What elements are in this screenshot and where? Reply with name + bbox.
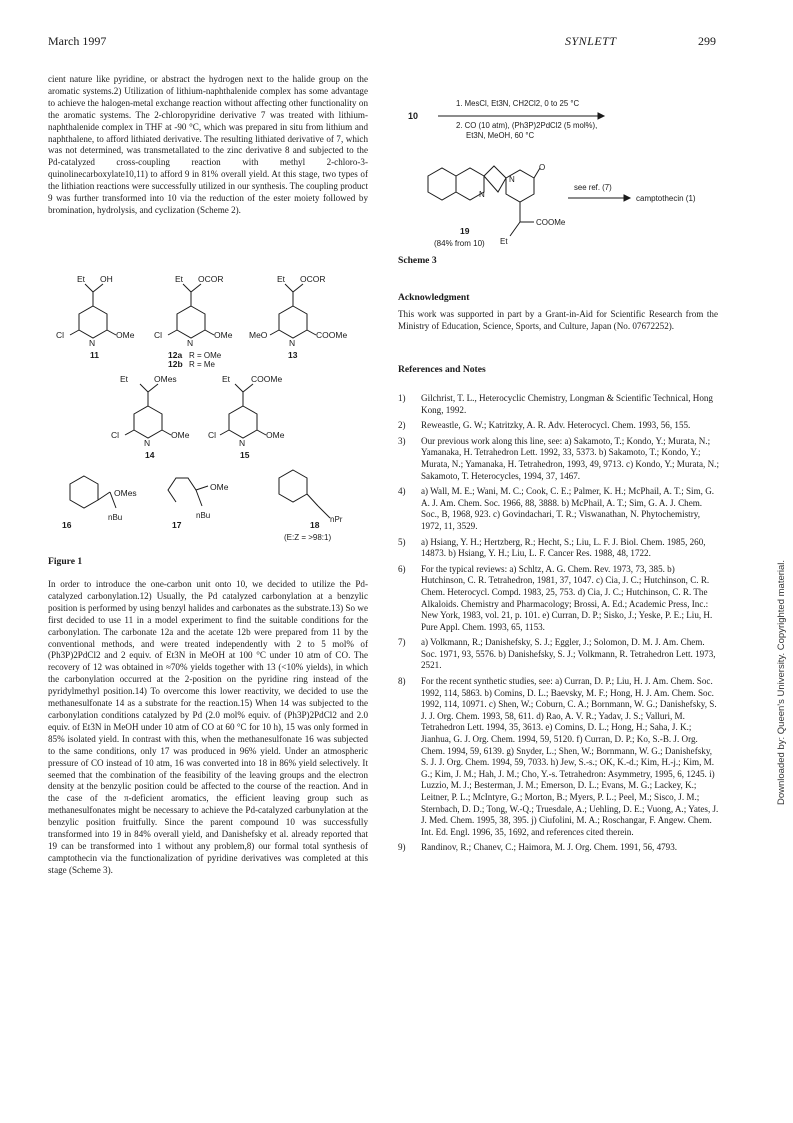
acknowledgment-section <box>398 292 718 333</box>
compound-14 <box>111 374 190 460</box>
svg-text:OMe: OMe <box>210 482 229 492</box>
svg-text:N: N <box>144 438 151 448</box>
compound-12 <box>154 274 233 369</box>
see-ref-label: see ref. (7) <box>574 183 612 192</box>
svg-text:17: 17 <box>172 520 182 530</box>
reference-item: 7) a) Volkmann, R.; Danishefsky, S. J.; Eggler, J.; Solomon, D. M. J. Am. Chem. Soc. 1971, 93, 5576. b) Danishefsky, S. J.; Volkmann, R. Tetrahedron Lett. 1973, 2521. <box>398 637 716 671</box>
svg-text:13: 13 <box>288 350 298 360</box>
scheme-3-label: Scheme 3 <box>398 255 437 266</box>
n-label: N <box>89 338 96 348</box>
svg-text:Et: Et <box>120 374 129 384</box>
svg-text:COOMe: COOMe <box>251 374 283 384</box>
o-label: O <box>539 163 546 172</box>
svg-text:nPr: nPr <box>330 515 343 524</box>
left-column-bottom <box>48 579 368 877</box>
references-title: References and Notes <box>398 364 486 375</box>
svg-text:N: N <box>187 338 194 348</box>
et-label: Et <box>500 237 508 246</box>
ome-label: OMe <box>116 330 135 340</box>
compound-11 <box>56 274 135 360</box>
svg-text:OMes: OMes <box>114 488 137 498</box>
references-list <box>398 393 720 858</box>
figure-1-structures <box>48 266 368 556</box>
reference-item: 3) Our previous work along this line, see: a) Sakamoto, T.; Kondo, Y.; Murata, N.; Yamanaka, H. Tetrahedron Lett. 1992, 33, 5373. b) Sakamoto, T.; Kondo, Y.; Murata, N.; Yamanaka, H. Tetrahedron, 1993, 49, 9713. c) Kondo, Y.; Murata, N.; Sakamoto, T. Heterocycles, 1994, 37, 1467. <box>398 435 719 481</box>
svg-text:12a: 12a <box>168 350 183 360</box>
reference-item: 6) For the typical reviews: a) Schltz, A. G. Chem. Rev. 1973, 73, 385. b) Hutchinson, C. R. Tetrahedron, 1981, 37, 1047. c) Cia, J. C.; Hutchinson, C. R. Chem. Heterocycl. Compd. 1983, 25, 753. d) Cia, J. C.; Hutchinson, C. R. The Alkaloids. Chemistry and Pharmacology; Brossi, A. Ed.; Academic Press, Inc.: New York, 1983, vol. 21, p. 101. e) Curran, D. P.; Sisko, J.; Yeske, P. E.; Liu, H. Pure Appl. Chem. 1993, 65, 1153. <box>398 563 713 632</box>
svg-text:Et: Et <box>277 274 286 284</box>
svg-text:Et: Et <box>175 274 184 284</box>
ester-label: COOMe <box>536 218 566 227</box>
oh-label: OH <box>100 274 113 284</box>
n-label: N <box>479 190 485 199</box>
body-paragraph: cient nature like pyridine, or abstract the hydrogen next to the halide group on the aromatic systems.2) Utilization of lithium-naphthalenide complex has some advantage to achieve the halogen-metal exchange reaction without affecting other functionality on the aromatic systems. The 2-chloropyridine derivative 7 was treated with lithium-naphthalenide complex in THF at -90 °C, which was prepared in situ from lithium and naphthalene, to afford lithiated derivative. The resulting lithiated derivative of 7, which was not determined, was transmetallated to the zinc derivative 8 and subjected to the Pd-catalyzed cross-coupling reaction with methyl 2-chloro-3-quinolinecarboxylate10,11) to afford 9 in 81% overall yield. At this stage, two types of the lithiation reactions were successfully utilized in our synthesis. The coupling product 9 was further transformed into 10 via the reduction of the ester moiety followed by bromination, hydrolysis, and cyclization (Scheme 2). <box>48 74 368 215</box>
svg-text:Cl: Cl <box>208 430 217 440</box>
camptothecin-label: camptothecin (1) <box>636 194 696 203</box>
svg-text:16: 16 <box>62 520 72 530</box>
reference-item: 5) a) Hsiang, Y. H.; Hertzberg, R.; Hecht, S.; Liu, L. F. J. Biol. Chem. 1985, 260, 14873. b) Hsiang, Y. H.; Liu, L. F. Cancer Res. 1988, 48, 1722. <box>398 536 706 559</box>
svg-text:nBu: nBu <box>108 513 123 522</box>
header-journal: SYNLETT <box>565 34 617 48</box>
compound-number: 11 <box>90 350 99 360</box>
compound-19-structure <box>428 166 540 236</box>
cl-label: Cl <box>56 330 65 340</box>
reference-item: 4) a) Wall, M. E.; Wani, M. C.; Cook, C. E.; Palmer, K. H.; McPhail, A. T.; Sim, G. A. J. Am. Chem. Soc. 1966, 88, 3888. b) McPhail, A. T.; Sim, G. A. J. Chem. Soc., B, 1968, 923. c) Govindachari, T. R.; Viswanathan, N. Phytochemistry, 1972, 11, 3529. <box>398 486 715 531</box>
header-date: March 1997 <box>48 34 107 48</box>
references-heading-wrap <box>398 364 718 376</box>
svg-text:Cl: Cl <box>111 430 120 440</box>
compound-13 <box>249 274 347 360</box>
svg-text:Et: Et <box>222 374 231 384</box>
condition-step-2-cont: Et3N, MeOH, 60 °C <box>466 131 535 140</box>
acknowledgment-title: Acknowledgment <box>398 292 470 303</box>
condition-step-2: 2. CO (10 atm), (Ph3P)2PdCl2 (5 mol%), <box>456 121 598 130</box>
svg-text:N: N <box>239 438 246 448</box>
svg-text:OMe: OMe <box>214 330 233 340</box>
reference-item: 9) Randinov, R.; Chanev, C.; Haimora, M. J. Org. Chem. 1991, 56, 4793. <box>398 842 678 853</box>
svg-text:OMe: OMe <box>266 430 285 440</box>
svg-text:nBu: nBu <box>196 511 211 520</box>
reference-item: 2) Reweastle, G. W.; Katritzky, A. R. Adv. Heterocycl. Chem. 1993, 56, 155. <box>398 420 691 431</box>
compound-18 <box>279 470 343 542</box>
svg-text:OMe: OMe <box>171 430 190 440</box>
n-label: N <box>509 175 515 184</box>
download-notice-text: Downloaded by: Queen's University. Copyrighted material. <box>776 559 787 805</box>
svg-text:12b: 12b <box>168 359 183 369</box>
scheme-3 <box>398 90 728 260</box>
svg-text:14: 14 <box>145 450 155 460</box>
svg-text:18: 18 <box>310 520 320 530</box>
reference-item: 8) For the recent synthetic studies, see: a) Curran, D. P.; Liu, H. J. Am. Chem. Soc. 1992, 114, 5863. b) Comins, D. L.; Baevsky, M. F.; Hong, H. J. Am. Chem. Soc. 1992, 114, 10971. c) Shen, W.; Coburn, C. A.; Bornmann, W. G.; Danishefsky, S. J. J. Org. Chem. 1993, 58, 611. d) Rao, A. V. R.; Yadav, J. S.; Valluri, M. Tetrahedron Lett. 1994, 35, 3613. e) Comins, D. L.; Hong, H.; Saha, J. K.; Jianhua, G. J. Org. Chem. 1994, 59, 5120. f) Curran, D. P.; Ko, S.-B. J. Org. Chem. 1994, 59, 6139. g) Snyder, L.; Shen, W.; Bornmann, W. G.; Danishefsky, S. J. J. Org. Chem. 1994, 59, 7033. h) Jew, S.-s.; OK, K.-d.; Kim, H.-j.; Kim, M. G.; Kim, J. M.; Hah, J. M.; Cho, Y.-s. Tetrahedron: Asymmetry, 1995, 6, 1245. i) Luzzio, M. J.; Besterman, J. M.; Emerson, D. L.; Evans, M. G.; Lackey, K.; Leitner, P. L.; McIntyre, G.; Morton, B.; Myers, P. L.; Peel, M.; Sisco, J. M.; Sternbach, D. D.; Tong, W.-Q.; Truesdale, A.; Uehling, D. E.; Vuong, A.; Yates, J. J. Med. Chem. 1995, 38, 395. j) Ciufolini, M. A.; Roschangar, F. Angew. Chem. Int. Ed. Engl. 1996, 35, 1692, and references cited therein. <box>398 676 719 837</box>
et-label: Et <box>77 274 86 284</box>
figure-1-label: Figure 1 <box>48 556 83 567</box>
compound-15 <box>208 374 285 460</box>
svg-text:OMes: OMes <box>154 374 177 384</box>
start-compound-number: 10 <box>408 111 419 121</box>
header-page-number: 299 <box>698 34 716 48</box>
download-notice <box>776 395 790 805</box>
svg-text:(E:Z = >98:1): (E:Z = >98:1) <box>284 533 332 542</box>
svg-text:COOMe: COOMe <box>316 330 348 340</box>
svg-text:15: 15 <box>240 450 250 460</box>
svg-text:N: N <box>289 338 296 348</box>
left-column-top <box>48 74 368 217</box>
compound-number-19: 19 <box>460 226 470 236</box>
svg-text:R = OMe: R = OMe <box>189 351 222 360</box>
compound-17 <box>168 478 229 530</box>
compound-16 <box>62 476 137 530</box>
condition-step-1: 1. MesCl, Et3N, CH2Cl2, 0 to 25 °C <box>456 99 580 108</box>
yield-label: (84% from 10) <box>434 239 485 248</box>
svg-text:R = Me: R = Me <box>189 360 216 369</box>
acknowledgment-text: This work was supported in part by a Grant-in-Aid for Scientific Research from the Ministry of Education, Science, Sports, and Culture, Japan (No. 07672252). <box>398 308 718 331</box>
svg-text:MeO: MeO <box>249 330 268 340</box>
svg-text:OCOR: OCOR <box>198 274 224 284</box>
svg-text:OCOR: OCOR <box>300 274 326 284</box>
body-paragraph: In order to introduce the one-carbon unit onto 10, we decided to utilize the Pd-catalyzed carbonylation.12) Usually, the Pd catalyzed carbonylation at a benzylic position is performed by using benzyl halides and carbonates as the substrate.13) So we first decided to use 11 in a model experiment to find the suitable conditions for the carbonylation. The carbonate 12a and the acetate 12b were prepared from 11 by the conventional methods, and were treated independently with 2 to 5 mol% of (Ph3P)2PdCl2 and 2 equiv. of Et3N in MeOH at 100 °C under 10 atm of CO. The recovery of 12 was obtained in ≈70% yields together with 13 (<10% yields), in which the carbonylation occurred at the 2-position on the pyridine ring instead of the pyridylmethyl position.14) To overcome this lower reactivity, we decided to use the methanesulfonate 14 as a substrate for the reaction.15) When 14 was subjected to the carbonylation conditions catalyzed by Pd (2.0 mol% equiv. of (Ph3P)2PdCl2 and 2.0 equiv. of Et3N in MeOH under 10 atm of CO at 60 °C for 10 h), 15 was only formed in 85% isolated yield. In contrast with this, when the methanesulfonate 16 was subjected to the same conditions, only 17 was produced in 96% yield. Under an atmospheric pressure of CO instead of 10 atm, 16 was converted into 18 in 86% yield selectively. It seemed that the combination of the feasibility of the leaving groups and the electron density at the benzylic position could be affected to the course of the reaction. And in the case of the π-deficient aromatics, the efficient leaving group such as methanesulfonates might be necessary to achieve the Pd-catalyzed carbunylation at the benzylic position fruitfully. Since the parent compound 10 was successfully transformed into 19 in 84% overall yield, and Danishefsky et al. already reported that 19 can be transformed into 1 without any problem,8) our formal total synthesis of camptothecin via the functionalization of pyridine derivatives was completed at this stage (Scheme 3). <box>48 579 368 875</box>
reference-item: 1) Gilchrist, T. L., Heterocyclic Chemistry, Longman & Scientific Technical, Hong Kong, 1992. <box>398 393 713 415</box>
svg-text:Cl: Cl <box>154 330 163 340</box>
